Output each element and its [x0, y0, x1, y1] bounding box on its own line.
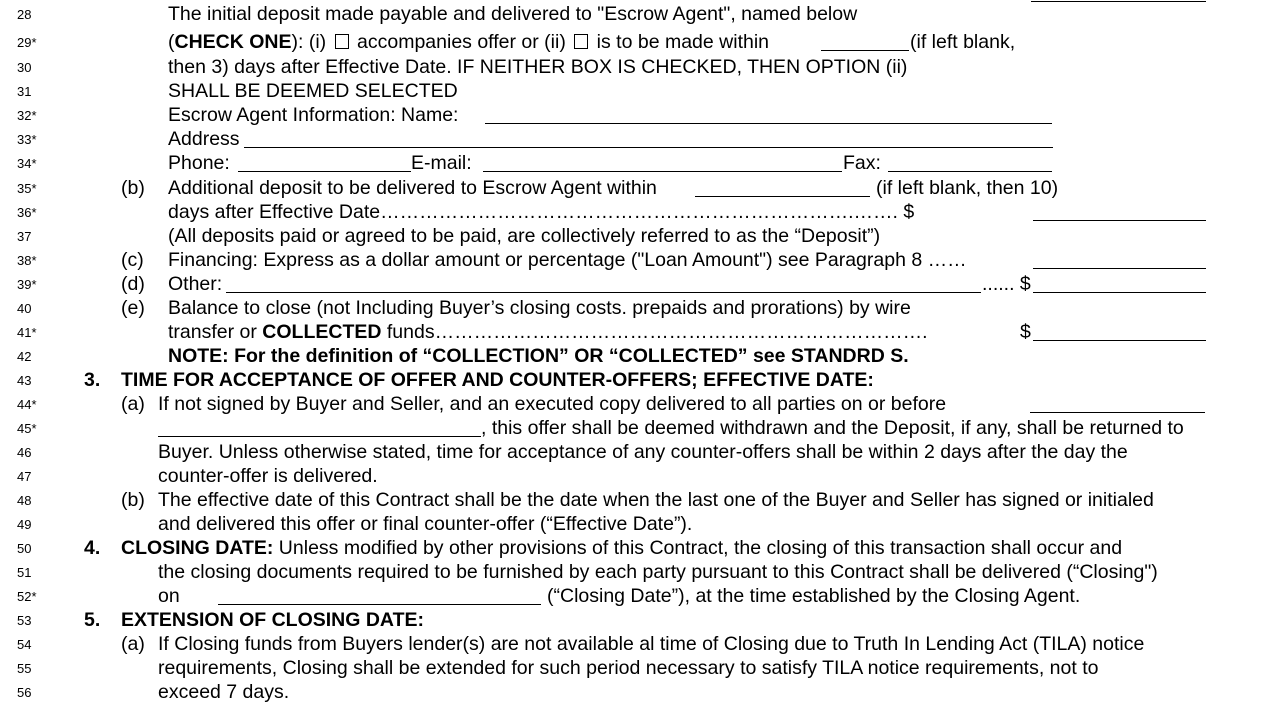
- line-number: 39*: [17, 277, 37, 292]
- line-number: 34*: [17, 156, 37, 171]
- other-label: Other:: [168, 273, 223, 295]
- line-number: 54: [17, 637, 32, 652]
- line-28: [0, 2, 1275, 26]
- collected-bold: COLLECTED: [262, 321, 382, 343]
- option-i-label: ): (i): [291, 31, 327, 53]
- other-amount-field[interactable]: [1033, 275, 1206, 293]
- escrow-agent-name-field[interactable]: [485, 106, 1052, 124]
- address-label: Address: [168, 128, 240, 150]
- if-left-blank-text: (if left blank,: [910, 31, 1016, 53]
- line-number: 42: [17, 349, 32, 364]
- counter-offer-acceptance-text: Buyer. Unless otherwise stated, time for acceptance of any counter-offers shall be within 2 days after the day the: [158, 441, 1128, 463]
- item-label-b: (b): [121, 177, 145, 199]
- item-label-d: (d): [121, 273, 145, 295]
- line-33: [0, 127, 1275, 151]
- line-39: [0, 272, 1275, 296]
- phone-field[interactable]: [238, 154, 411, 172]
- section-3-heading: TIME FOR ACCEPTANCE OF OFFER AND COUNTER-OFFERS; EFFECTIVE DATE:: [121, 369, 874, 391]
- line-31: [0, 79, 1275, 103]
- funds-dots-text: funds………………………………………………………………….: [381, 321, 928, 343]
- line-number: 50: [17, 541, 32, 556]
- line-number: 56: [17, 685, 32, 700]
- days-blank-field[interactable]: [821, 33, 909, 51]
- tila-extension-text: If Closing funds from Buyers lender(s) are not available al time of Closing due to Truth In Lending Act (TILA) notice: [158, 633, 1145, 655]
- line-number: 53: [17, 613, 32, 628]
- acceptance-deadline-text: If not signed by Buyer and Seller, and an executed copy delivered to all parties on or before: [158, 393, 947, 415]
- paren-open: (: [168, 31, 175, 53]
- closing-date-body: Unless modified by other provisions of this Contract, the closing of this transaction shall occur and: [273, 537, 1123, 559]
- item-label-c: (c): [121, 249, 144, 271]
- item-label-a: (a): [121, 393, 145, 415]
- option-ii-text: is to be made within: [596, 31, 770, 53]
- line-number: 37: [17, 229, 32, 244]
- line-number: 35*: [17, 181, 37, 196]
- days-after-effective-text: days after Effective Date……………………………………………………………….……. $: [168, 201, 915, 223]
- on-label: on: [158, 585, 180, 607]
- line-29: [0, 30, 1275, 54]
- checkbox-accompanies-offer[interactable]: [335, 34, 349, 49]
- line-35: [0, 176, 1275, 200]
- additional-deposit-days-field[interactable]: [695, 179, 870, 197]
- line-number: 40: [17, 301, 32, 316]
- line-40: [0, 296, 1275, 320]
- effective-date-definition: and delivered this offer or final counter-offer (“Effective Date”).: [158, 513, 693, 535]
- collection-note: NOTE: For the definition of “COLLECTION” OR “COLLECTED” see STANDRD S.: [168, 345, 909, 367]
- line-number: 55: [17, 661, 32, 676]
- line-48: [0, 488, 1275, 512]
- line-56: [0, 680, 1275, 704]
- if-left-blank-10-text: (if left blank, then 10): [876, 177, 1059, 199]
- fax-field[interactable]: [888, 154, 1052, 172]
- line-number: 52*: [17, 589, 37, 604]
- line-number: 31: [17, 84, 32, 99]
- escrow-agent-name-label: Escrow Agent Information: Name:: [168, 104, 459, 126]
- line-44: [0, 392, 1275, 416]
- loan-amount-field[interactable]: [1033, 251, 1206, 269]
- financing-text: Financing: Express as a dollar amount or percentage ("Loan Amount") see Paragraph 8 ……: [168, 249, 967, 271]
- effective-date-text: The effective date of this Contract shall be the date when the last one of the Buyer and Seller has signed or initialed: [158, 489, 1154, 511]
- line-number: 36*: [17, 205, 37, 220]
- deposit-intro-text: The initial deposit made payable and delivered to "Escrow Agent", named below: [168, 3, 858, 25]
- line-number: 49: [17, 517, 32, 532]
- line-number: 44*: [17, 397, 37, 412]
- counter-offer-delivered-text: counter-offer is delivered.: [158, 465, 378, 487]
- line-34: [0, 151, 1275, 175]
- exceed-days-text: exceed 7 days.: [158, 681, 290, 703]
- additional-deposit-amount-field[interactable]: [1033, 203, 1206, 221]
- closing-documents-text: the closing documents required to be furnished by each party pursuant to this Contract shall be delivered (“Closing"): [158, 561, 1158, 583]
- phone-label: Phone:: [168, 152, 230, 174]
- section-5-number: 5.: [84, 609, 101, 631]
- balance-amount-field[interactable]: [1033, 323, 1206, 341]
- line-43: [0, 368, 1275, 392]
- acceptance-time-field[interactable]: [158, 419, 481, 437]
- check-one-label: CHECK ONE: [174, 31, 292, 53]
- line-number: 29*: [17, 35, 37, 50]
- closing-date-field[interactable]: [218, 587, 541, 605]
- line-number: 47: [17, 469, 32, 484]
- line-50: [0, 536, 1275, 560]
- deposit-definition-text: (All deposits paid or agreed to be paid, are collectively referred to as the “Deposit”): [168, 225, 881, 247]
- check-one-text: [168, 30, 769, 54]
- line-number: 41*: [17, 325, 37, 340]
- line-number: 48: [17, 493, 32, 508]
- section-5-heading: EXTENSION OF CLOSING DATE:: [121, 609, 424, 631]
- line-42: [0, 344, 1275, 368]
- item-label-b-2: (b): [121, 489, 145, 511]
- additional-deposit-text: Additional deposit to be delivered to Escrow Agent within: [168, 177, 657, 199]
- section-3-number: 3.: [84, 369, 101, 391]
- line-46: [0, 440, 1275, 464]
- line-55: [0, 656, 1275, 680]
- closing-date-definition: (“Closing Date”), at the time established by the Closing Agent.: [547, 585, 1081, 607]
- line-49: [0, 512, 1275, 536]
- balance-dollar-sign: $: [1020, 321, 1031, 343]
- section-4-number: 4.: [84, 537, 101, 559]
- deemed-selected-text: SHALL BE DEEMED SELECTED: [168, 80, 458, 102]
- option-i-text: accompanies offer or (ii): [357, 31, 566, 53]
- line-30: [0, 55, 1275, 79]
- offer-withdrawn-text: , this offer shall be deemed withdrawn and the Deposit, if any, shall be returned to: [481, 417, 1184, 439]
- option-default-text: then 3) days after Effective Date. IF NEITHER BOX IS CHECKED, THEN OPTION (ii): [168, 56, 908, 78]
- balance-to-close-text: Balance to close (not Including Buyer’s closing costs. prepaids and prorations) by wire: [168, 297, 911, 319]
- transfer-collected-text: [168, 320, 928, 344]
- item-label-e: (e): [121, 297, 145, 319]
- tila-requirements-text: requirements, Closing shall be extended for such period necessary to satisfy TILA notice requirements, not to: [158, 657, 1099, 679]
- line-number: 32*: [17, 108, 37, 123]
- line-47: [0, 464, 1275, 488]
- line-38: [0, 248, 1275, 272]
- line-53: [0, 608, 1275, 632]
- line-51: [0, 560, 1275, 584]
- line-number: 45*: [17, 421, 37, 436]
- line-54: [0, 632, 1275, 656]
- email-label: E-mail:: [411, 152, 472, 174]
- checkbox-to-be-made-within[interactable]: [574, 34, 588, 49]
- line-41: [0, 320, 1275, 344]
- email-field[interactable]: [483, 154, 842, 172]
- line-number: 38*: [17, 253, 37, 268]
- line-number: 46: [17, 445, 32, 460]
- fax-label: Fax:: [843, 152, 881, 174]
- closing-date-text: [121, 536, 1122, 560]
- section-4-heading: CLOSING DATE:: [121, 537, 274, 559]
- line-number: 28: [17, 7, 32, 22]
- line-37: [0, 224, 1275, 248]
- line-32: [0, 103, 1275, 127]
- line-number: 30: [17, 60, 32, 75]
- line-52: [0, 584, 1275, 608]
- other-description-field[interactable]: [226, 275, 981, 293]
- line-45: [0, 416, 1275, 440]
- line-number: 51: [17, 565, 32, 580]
- transfer-or-text: transfer or: [168, 321, 263, 343]
- acceptance-date-field[interactable]: [1030, 395, 1205, 413]
- line-number: 33*: [17, 132, 37, 147]
- address-field[interactable]: [244, 130, 1053, 148]
- line-number: 43: [17, 373, 32, 388]
- line-36: [0, 200, 1275, 224]
- other-dots-dollar: ...... $: [982, 273, 1031, 295]
- item-label-a-2: (a): [121, 633, 145, 655]
